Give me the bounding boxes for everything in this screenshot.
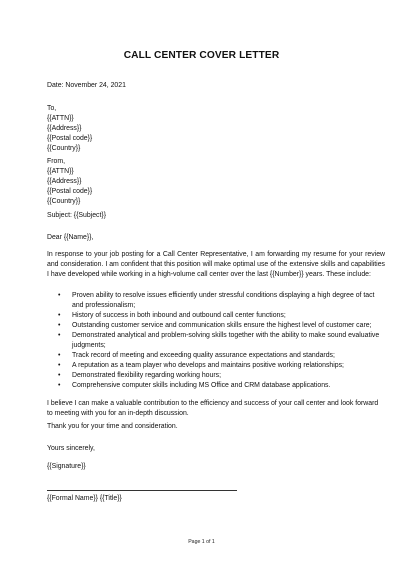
recipient-block: [47, 104, 385, 154]
closing-line: Yours sincerely,: [47, 445, 95, 452]
list-item: • Comprehensive computer skills including MS Office and CRM database applications.: [62, 381, 387, 391]
closing-paragraph: I believe I can make a valuable contribution to the efficiency and success of your call center and look forward to meeting with you for an in-depth discussion.: [47, 400, 379, 417]
formal-name: {{Formal Name}} {{Title}}: [47, 495, 122, 502]
thanks-line: Thank you for your time and consideration.: [47, 423, 178, 430]
salutation: Dear {{Name}},: [47, 234, 94, 241]
date-line: Date: November 24, 2021: [47, 82, 126, 89]
skills-list: [62, 291, 387, 391]
intro-paragraph: In response to your job posting for a Call Center Representative, I am forwarding my resume for your review and consideration. I am confident that this position will make optimal use of the extensive skills and capabilities I have developed while working in a high-volume call center over the last {{Number}} years. These include:: [47, 251, 385, 278]
list-item: • Demonstrated analytical and problem-solving skills together with the ability to make sound evaluative judgments;: [62, 331, 387, 351]
page-number-footer: Page 1 of 1: [188, 539, 215, 545]
recipient-postal-code: {{Postal code}}: [47, 135, 93, 142]
list-item: • A reputation as a team player who develops and maintains positive working relationships;: [62, 361, 387, 371]
list-item: • History of success in both inbound and outbound call center functions;: [62, 311, 387, 321]
document-title: CALL CENTER COVER LETTER: [123, 50, 280, 61]
signature-line: [47, 490, 237, 491]
recipient-label: To,: [47, 105, 57, 112]
sender-label: From,: [47, 158, 65, 165]
sender-block: [47, 157, 385, 207]
signature-placeholder: {{Signature}}: [47, 463, 86, 470]
sender-attn: {{ATTN}}: [47, 168, 74, 175]
list-item: • Proven ability to resolve issues efficiently under stressful conditions displaying a high degree of tact and professionalism;: [62, 291, 387, 311]
sender-country: {{Country}}: [47, 198, 81, 205]
recipient-attn: {{ATTN}}: [47, 115, 74, 122]
sender-postal-code: {{Postal code}}: [47, 188, 93, 195]
list-item: • Track record of meeting and exceeding quality assurance expectations and standards;: [62, 351, 387, 361]
list-item: • Outstanding customer service and communication skills ensure the highest level of customer care;: [62, 321, 387, 331]
recipient-address: {{Address}}: [47, 125, 82, 132]
list-item: • Demonstrated flexibility regarding working hours;: [62, 371, 387, 381]
recipient-country: {{Country}}: [47, 145, 81, 152]
sender-address: {{Address}}: [47, 178, 82, 185]
subject-line: Subject: {{Subject}}: [47, 212, 107, 219]
